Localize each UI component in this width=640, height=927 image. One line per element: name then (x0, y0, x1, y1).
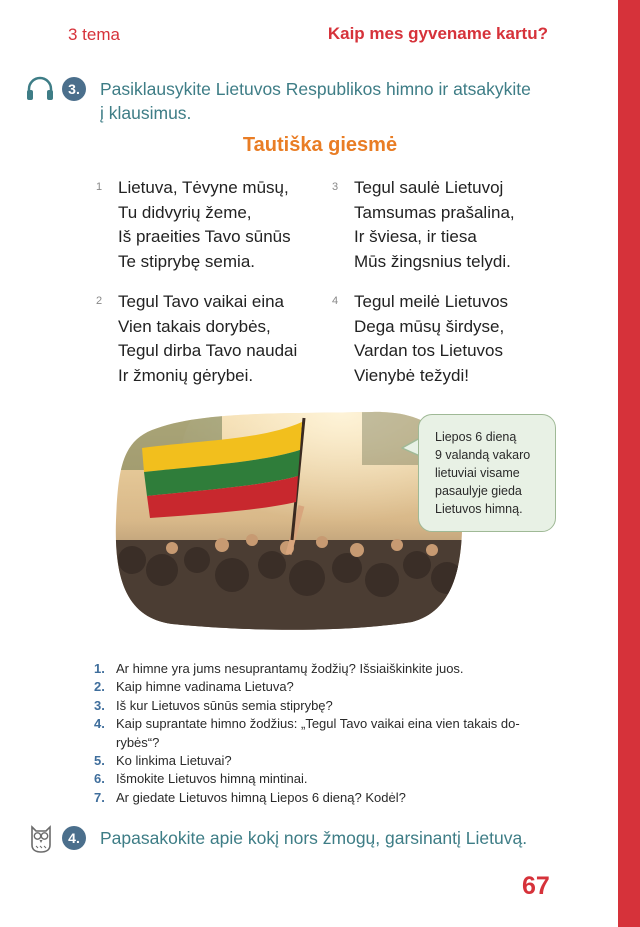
headphones-icon (25, 76, 55, 102)
verse-number: 1 (96, 181, 103, 193)
verse-line: Vienybė težydi! (354, 365, 469, 385)
verse-number: 2 (96, 295, 103, 307)
question-text: Ko linkima Lietuvai? (116, 753, 232, 769)
verse-line: Ir žmonių gėrybei. (118, 365, 254, 385)
question-text: Kaip himne vadinama Lietuva? (116, 679, 294, 695)
questions-list (94, 660, 586, 807)
bubble-line: Liepos 6 dieną (435, 430, 517, 444)
verse-line: Mūs žingsnius telydi. (354, 251, 511, 271)
verse-line: Tegul saulė Lietuvoj (354, 178, 504, 197)
verse-line: Vien takais dorybės, (118, 316, 271, 336)
verse-line: Lietuva, Tėvyne mūsų, (118, 178, 289, 197)
question-item (94, 660, 586, 678)
verse-line: Te stiprybę semia. (118, 251, 255, 271)
verse-line: Vardan tos Lietuvos (354, 341, 503, 360)
owl-icon (28, 823, 54, 853)
question-number: 3. (94, 697, 105, 713)
question-number: 2. (94, 679, 105, 695)
verse-line: Tamsumas prašalina, (354, 202, 515, 222)
page-number: 67 (522, 872, 550, 900)
verse-line: Iš praeities Tavo sūnūs (118, 227, 291, 246)
question-text: Išmokite Lietuvos himną mintinai. (116, 771, 308, 787)
verse-line: Tu didvyrių žeme, (118, 202, 252, 222)
verse-line: Tegul dirba Tavo naudai (118, 341, 298, 360)
task-3-instruction (100, 77, 531, 125)
question-text-cont: rybės“? (116, 734, 160, 750)
verse-number: 4 (332, 295, 339, 307)
verse-line: Tegul meilė Lietuvos (354, 292, 509, 311)
question-item (94, 770, 586, 788)
bubble-line: Lietuvos himną. (435, 502, 523, 516)
verse-line: Dega mūsų širdyse, (354, 316, 505, 336)
question-number: 7. (94, 789, 105, 805)
question-item (94, 678, 586, 696)
question-text: Kaip suprantate himno žodžius: „Tegul Tavo vaikai eina vien takais do- (116, 716, 520, 732)
bubble-line: pasaulyje gieda (435, 484, 522, 498)
anthem-title: Tautiška giesmė (242, 134, 398, 156)
topic-label: 3 tema (68, 25, 120, 44)
question-number: 4. (94, 716, 105, 732)
chapter-title: Kaip mes gyvename kartu? (327, 24, 548, 43)
question-item (94, 789, 586, 807)
question-text: Ar giedate Lietuvos himną Liepos 6 dieną? Kodėl? (116, 789, 406, 805)
task-3-number: 3. (62, 77, 86, 101)
question-text: Ar himne yra jums nesuprantamų žodžių? Išsiaiškinkite juos. (116, 661, 464, 676)
question-text: Iš kur Lietuvos sūnūs semia stiprybę? (116, 697, 333, 713)
question-number: 1. (94, 661, 105, 676)
question-item (94, 752, 586, 770)
verse-number: 3 (332, 181, 339, 193)
task-3-line-1: Pasiklausykite Lietuvos Respublikos himno ir atsakykite (100, 79, 531, 99)
verse-line: Tegul Tavo vaikai eina (118, 292, 285, 311)
task-4-instruction: Papasakokite apie kokį nors žmogų, garsinantį Lietuvą. (100, 828, 528, 848)
task-3-line-2: į klausimus. (100, 103, 192, 123)
verse-line: Ir šviesa, ir tiesa (354, 227, 477, 246)
speech-bubble (418, 414, 556, 532)
question-item (94, 697, 586, 715)
question-number: 6. (94, 771, 105, 787)
bubble-line: lietuviai visame (435, 466, 520, 480)
task-4-number: 4. (62, 826, 86, 850)
question-item (94, 715, 586, 752)
bubble-line: 9 valandą vakaro (435, 448, 531, 462)
question-number: 5. (94, 753, 105, 769)
